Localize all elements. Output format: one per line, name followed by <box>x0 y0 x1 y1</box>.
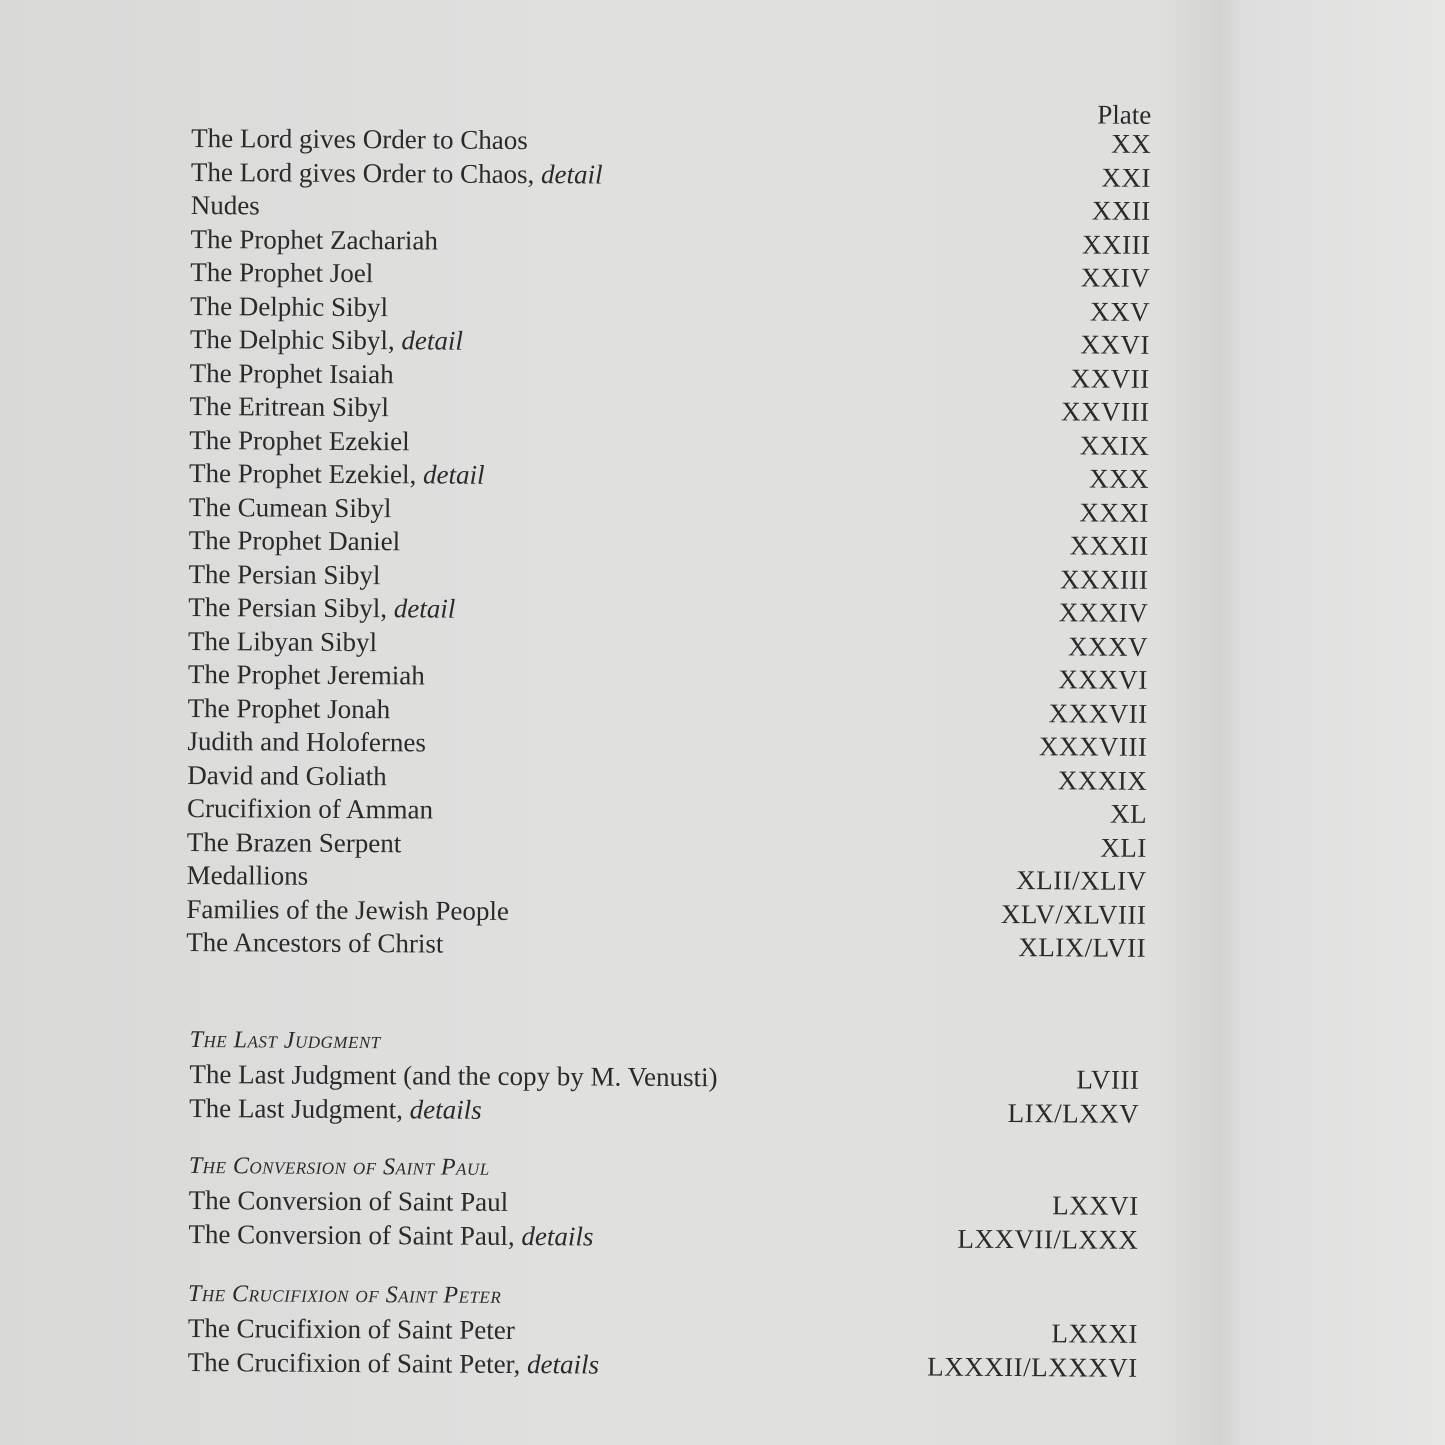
entry-suffix: detail <box>422 459 485 490</box>
entry-title-group <box>188 624 377 659</box>
entry-title-group <box>191 155 603 191</box>
plate-number: XXX <box>1089 463 1150 494</box>
entry-title-group <box>189 1058 717 1095</box>
entry-title: The Lord gives Order to Chaos, <box>190 156 535 189</box>
plate-number: XXXVI <box>1058 664 1148 695</box>
plate-number: LXXVI <box>1052 1190 1139 1221</box>
plate-number: XX <box>1111 128 1152 159</box>
plate-number: LVIII <box>1076 1064 1140 1095</box>
entry-title-group <box>189 390 389 425</box>
entry-title-group <box>190 256 373 291</box>
entry-title-group <box>190 323 463 358</box>
entry-title-group <box>191 122 528 158</box>
entry-title: David and Goliath <box>187 759 387 791</box>
entry-title: Judith and Holofernes <box>187 725 427 758</box>
entry-title: The Crucifixion of Saint Peter, <box>187 1346 521 1379</box>
plate-number: XXVIII <box>1060 396 1150 427</box>
section-conversion-of-saint-paul <box>188 1148 1139 1257</box>
entry-title: The Prophet Jeremiah <box>187 658 425 691</box>
plate-number: XXV <box>1090 295 1151 327</box>
entry-title: The Conversion of Saint Paul <box>188 1185 509 1217</box>
entry-title: The Prophet Jonah <box>187 692 391 724</box>
plate-number: XXXIII <box>1059 563 1149 595</box>
list-item <box>187 825 1147 864</box>
entry-suffix: detail <box>393 593 456 624</box>
entry-title: The Cumean Sibyl <box>188 491 392 523</box>
entry-suffix: details <box>409 1093 482 1125</box>
entry-title: The Eritrean Sibyl <box>189 390 390 423</box>
entry-title: The Delphic Sibyl <box>190 290 389 322</box>
entry-title-group <box>187 725 426 760</box>
entry-title-group <box>188 1345 600 1381</box>
entry-title: Crucifixion of Amman <box>186 792 434 825</box>
entry-title: Nudes <box>190 189 260 221</box>
entry-title-group <box>189 457 485 492</box>
entry-title: The Delphic Sibyl, <box>189 323 395 356</box>
entry-title: Medallions <box>186 859 309 891</box>
entry-title: The Conversion of Saint Paul, <box>188 1218 515 1251</box>
plate-number: XXI <box>1101 162 1152 193</box>
entry-title-group <box>187 825 402 860</box>
entry-title: The Libyan Sibyl <box>187 625 378 657</box>
plate-list <box>186 122 1151 965</box>
entry-title: Families of the Jewish People <box>186 893 510 926</box>
entry-title: The Prophet Zachariah <box>190 223 439 256</box>
entry-title: The Ancestors of Christ <box>186 926 444 959</box>
entry-title-group <box>187 792 433 827</box>
entry-suffix: detail <box>541 158 603 190</box>
plate-number: LXXXII/LXXXVI <box>927 1351 1138 1383</box>
plate-number: XXXIV <box>1058 597 1149 628</box>
entry-title-group <box>189 524 401 559</box>
entry-title: The Prophet Ezekiel, <box>189 457 417 490</box>
contents-column <box>186 0 1152 1383</box>
plate-number: XLI <box>1100 832 1147 863</box>
entry-title-group <box>188 658 425 693</box>
plate-number: LXXXI <box>1051 1318 1138 1349</box>
entry-title: The Last Judgment, <box>189 1092 404 1124</box>
plate-number: XXXI <box>1079 496 1149 528</box>
entry-suffix: detail <box>401 325 463 356</box>
entry-title-group <box>190 356 394 391</box>
list-item <box>188 1218 1138 1257</box>
list-item <box>191 155 1151 194</box>
entry-title: The Prophet Joel <box>190 256 374 289</box>
plate-number: XXXVIII <box>1038 731 1148 762</box>
entry-title-group <box>188 591 455 626</box>
entry-title-group <box>190 222 438 257</box>
entry-title-group <box>191 189 260 223</box>
section-last-judgment <box>189 1022 1140 1131</box>
plate-number: LIX/LXXV <box>1007 1097 1140 1129</box>
entry-title-group <box>189 423 410 458</box>
plate-number: XXVI <box>1080 329 1151 360</box>
section-heading: The Last Judgment <box>189 1027 381 1055</box>
entry-title: The Brazen Serpent <box>186 826 402 858</box>
plate-number: LXXVII/LXXX <box>957 1223 1139 1255</box>
entry-title: The Crucifixion of Saint Peter <box>187 1312 515 1345</box>
plate-column-header: Plate <box>1097 99 1152 130</box>
plate-number: XXIV <box>1080 262 1151 293</box>
entry-title: The Persian Sibyl <box>188 558 381 590</box>
entry-title: The Prophet Daniel <box>188 524 401 557</box>
entry-suffix: details <box>521 1220 594 1251</box>
entry-title-group <box>190 289 388 324</box>
entry-title-group <box>188 1218 593 1254</box>
entry-title-group <box>186 892 509 927</box>
entry-title: The Persian Sibyl, <box>188 591 388 624</box>
plate-number: XXIII <box>1081 228 1151 260</box>
section-heading: The Crucifixion of Saint Peter <box>188 1281 502 1309</box>
entry-title-group <box>189 490 392 525</box>
list-item <box>188 1345 1138 1384</box>
plate-number: XXXII <box>1069 530 1149 561</box>
plate-number: XLII/XLIV <box>1016 865 1147 896</box>
entry-title: The Last Judgment (and the copy by M. Venusti) <box>189 1059 718 1093</box>
entry-title: The Prophet Ezekiel <box>189 424 410 456</box>
list-item <box>186 926 1146 965</box>
plate-number: XLIX/LVII <box>1018 932 1147 963</box>
plate-number: XXII <box>1091 195 1151 226</box>
plate-number: XXXVII <box>1048 697 1148 729</box>
plate-number: XLV/XLVIII <box>1000 898 1147 930</box>
plate-number: XXXV <box>1067 630 1149 662</box>
entry-title-group <box>189 1184 509 1219</box>
entry-title-group <box>189 1092 482 1127</box>
plate-number: XL <box>1109 798 1148 829</box>
entry-title-group <box>188 691 391 726</box>
list-item <box>189 1092 1139 1131</box>
entry-title-group <box>187 859 309 893</box>
entry-title: The Lord gives Order to Chaos <box>191 122 528 156</box>
entry-title-group <box>187 758 387 793</box>
entry-suffix: details <box>526 1348 600 1380</box>
entry-title-group <box>188 1312 515 1347</box>
plate-number: XXXIX <box>1057 764 1148 796</box>
entry-title: The Prophet Isaiah <box>189 357 394 389</box>
plate-number: XXIX <box>1079 429 1150 461</box>
section-heading: The Conversion of Saint Paul <box>188 1153 490 1181</box>
entry-title-group <box>186 926 443 961</box>
section-crucifixion-of-saint-peter <box>188 1276 1139 1385</box>
plate-number: XXVII <box>1070 362 1150 394</box>
entry-title-group <box>188 557 380 592</box>
